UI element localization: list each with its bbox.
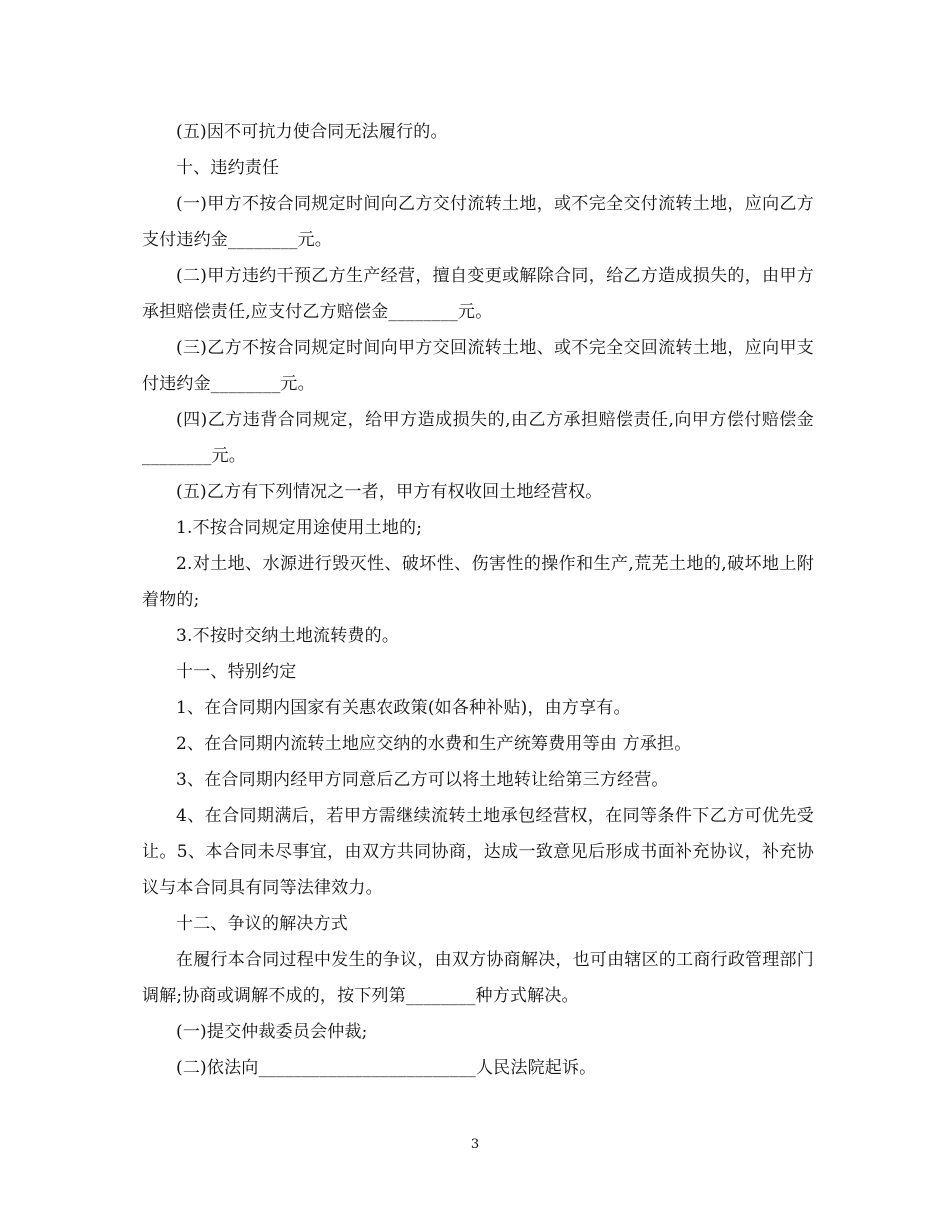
list-item-2: 2.对土地、水源进行毁灭性、破坏性、伤害性的操作和生产,荒芜土地的,破坏地上附着物的; [142, 554, 814, 610]
section-heading-special-terms: 十一、特别约定 [176, 662, 297, 682]
clause-party-b-return: (三)乙方不按合同规定时间向甲方交回流转土地、或不完全交回流转土地，应向甲支付违约金________元。 [142, 338, 814, 394]
list-item-3: 3.不按时交纳土地流转费的。 [176, 626, 400, 646]
clause-party-a-interference: (二)甲方违约干预乙方生产经营，擅自变更或解除合同，给乙方造成损失的，由甲方承担赔偿责任,应支付乙方赔偿金________元。 [142, 266, 814, 322]
clause-force-majeure: (五)因不可抗力使合同无法履行的。 [176, 122, 448, 142]
special-term-2: 2、在合同期内流转土地应交纳的水费和生产统筹费用等由 方承担。 [176, 734, 692, 754]
special-term-3: 3、在合同期内经甲方同意后乙方可以将土地转让给第三方经营。 [176, 770, 669, 790]
section-heading-dispute-resolution: 十二、争议的解决方式 [176, 914, 348, 934]
clause-recovery-rights: (五)乙方有下列情况之一者，甲方有权收回土地经营权。 [176, 482, 603, 502]
dispute-option-arbitration: (一)提交仲裁委员会仲裁; [176, 1022, 368, 1042]
clause-party-a-delivery: (一)甲方不按合同规定时间向乙方交付流转土地，或不完全交付流转土地，应向乙方支付违约金________元。 [142, 194, 814, 250]
special-term-4-5: 4、在合同期满后，若甲方需继续流转土地承包经营权，在同等条件下乙方可优先受让。5、本合同未尽事宜，由双方共同协商，达成一致意见后形成书面补充协议，补充协议与本合同具有同等法律效力。 [142, 806, 814, 898]
document-body [142, 114, 814, 1086]
dispute-option-court: (二)依法向_________________________人民法院起诉。 [176, 1058, 597, 1078]
section-heading-liability: 十、违约责任 [176, 158, 280, 178]
special-term-1: 1、在合同期内国家有关惠农政策(如各种补贴)，由方享有。 [176, 698, 631, 718]
page-number: 3 [470, 1137, 480, 1152]
dispute-resolution-text: 在履行本合同过程中发生的争议，由双方协商解决，也可由辖区的工商行政管理部门调解;协商或调解不成的，按下列第________种方式解决。 [142, 950, 814, 1006]
list-item-1: 1.不按合同规定用途使用土地的; [176, 518, 423, 538]
clause-party-b-breach: (四)乙方违背合同规定，给甲方造成损失的,由乙方承担赔偿责任,向甲方偿付赔偿金________元。 [142, 410, 814, 466]
